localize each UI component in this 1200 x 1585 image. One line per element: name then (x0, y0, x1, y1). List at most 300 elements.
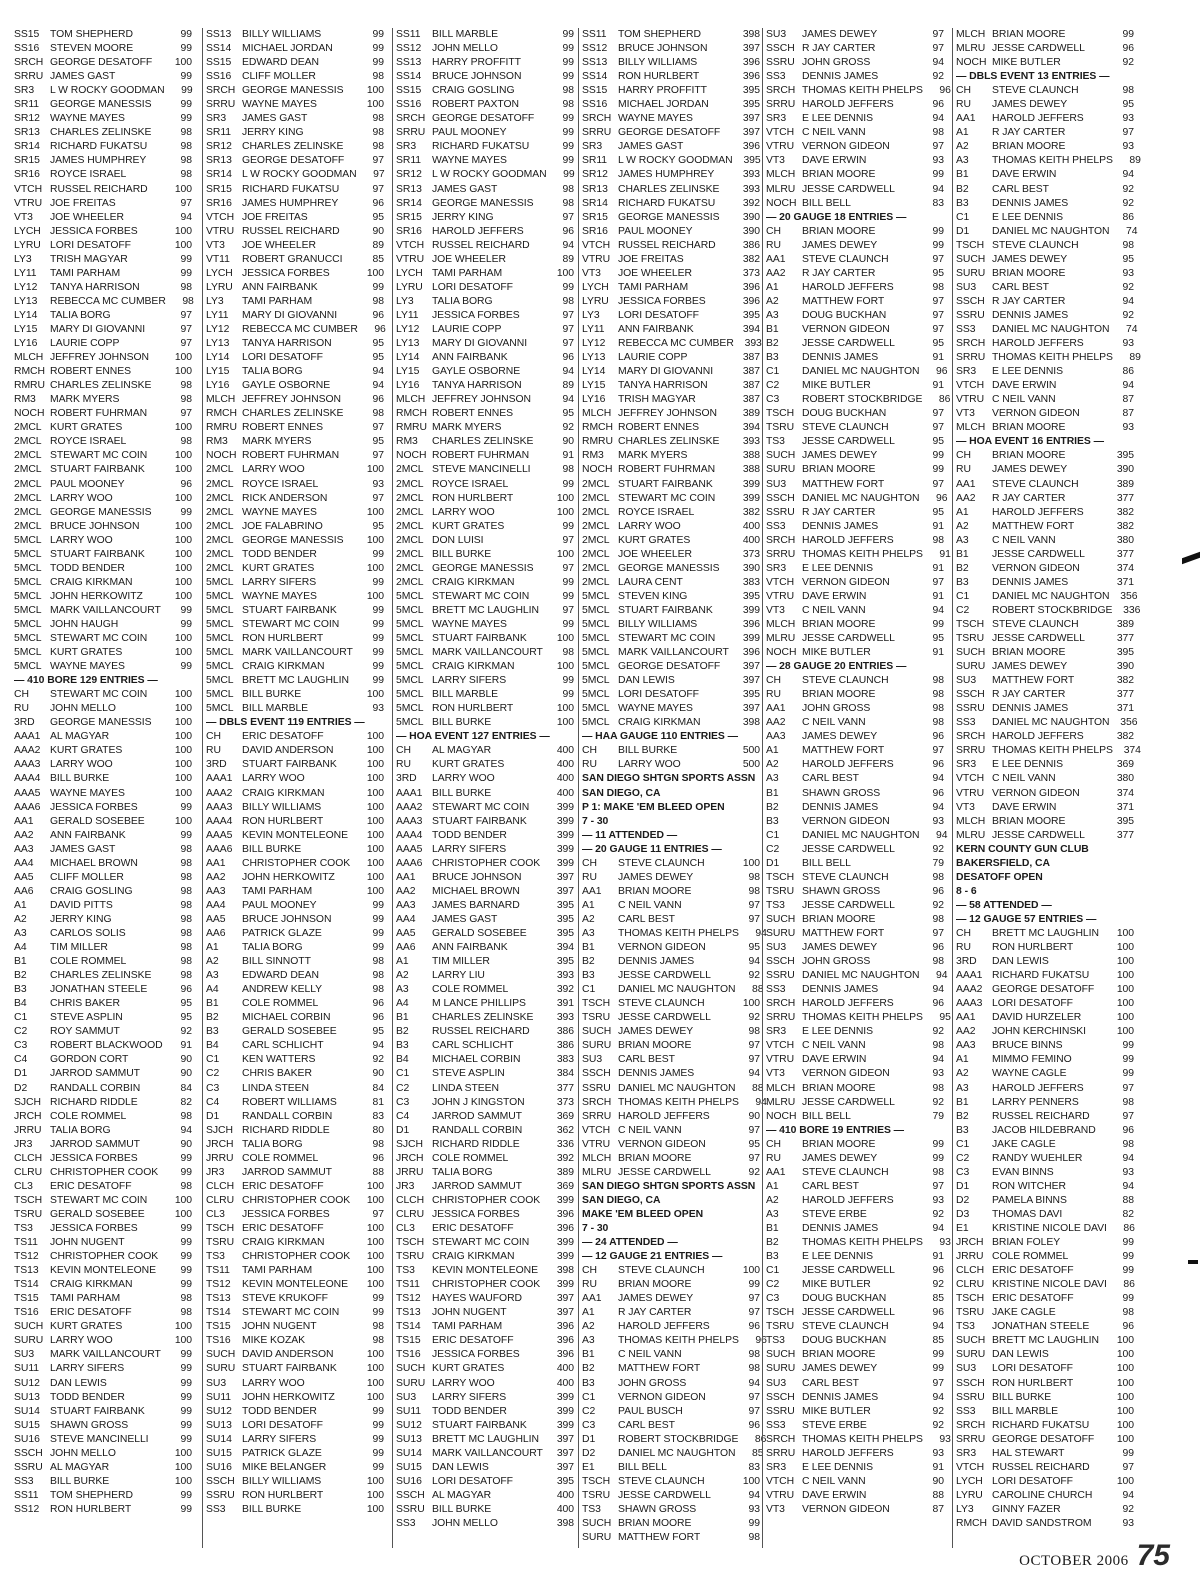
score: 90 (180, 1138, 192, 1150)
result-row (956, 267, 1134, 281)
class-code: MLRU (582, 1166, 612, 1178)
result-row (956, 478, 1134, 492)
result-row (396, 1489, 574, 1503)
shooter-name: DANIEL MC NAUGHTON (618, 1082, 736, 1094)
shooter-name: CARL SCHLICHT (242, 1040, 324, 1052)
shooter-name: JESSICA FORBES (432, 1208, 520, 1220)
class-code: SS3 (956, 1405, 976, 1417)
score: 99 (180, 1489, 192, 1501)
score: 99 (180, 99, 192, 111)
class-code: SS3 (14, 1475, 34, 1487)
class-code: 5MCL (14, 618, 42, 630)
score: 92 (932, 1096, 944, 1108)
shooter-name: JOE FALABRINO (242, 520, 323, 532)
result-row (766, 1334, 944, 1348)
result-row (956, 492, 1134, 506)
class-code: RM3 (396, 436, 418, 448)
score: 88 (372, 1166, 384, 1178)
shooter-name: STEVE KRUKOFF (242, 1293, 328, 1305)
shooter-name: SHAWN GROSS (50, 1419, 129, 1431)
result-row (206, 1082, 384, 1096)
result-row (766, 913, 944, 927)
score: 98 (562, 85, 574, 97)
shooter-name: L W ROCKY GOODMAN (432, 169, 547, 181)
result-row (206, 1264, 384, 1278)
result-row (14, 168, 192, 182)
result-row (396, 253, 574, 267)
class-code: SUCH (766, 450, 796, 462)
result-row (956, 1082, 1134, 1096)
class-code: SURU (206, 1363, 236, 1375)
result-row (396, 1110, 574, 1124)
result-row (206, 309, 384, 323)
shooter-name: REBECCA MC CUMBER (50, 295, 166, 307)
shooter-name: DENNIS JAMES (802, 71, 879, 83)
shooter-name: BRIAN MOORE (802, 689, 876, 701)
shooter-name: BILL BURKE (50, 773, 110, 785)
class-code: RU (956, 942, 971, 954)
result-row (206, 618, 384, 632)
shooter-name: RUSSEL REICHARD (432, 1026, 530, 1038)
result-row (14, 42, 192, 56)
shooter-name: WAYNE MAYES (50, 661, 125, 673)
score: 98 (932, 871, 944, 883)
score: 396 (742, 295, 760, 307)
shooter-name: E LEE DENNIS (802, 1251, 874, 1263)
class-code: VT3 (956, 408, 975, 420)
class-code: SR3 (766, 562, 787, 574)
result-row (396, 1419, 574, 1433)
shooter-name: LARRY WOO (50, 1335, 113, 1347)
score: 394 (742, 422, 760, 434)
score: 97 (932, 141, 944, 153)
class-code: 5MCL (206, 661, 234, 673)
class-code: LY3 (206, 295, 224, 307)
score: 98 (180, 942, 192, 954)
class-code: SSCH (956, 1377, 985, 1389)
class-code: 5MCL (582, 689, 610, 701)
class-code: SS12 (582, 43, 608, 55)
shooter-name: GEORGE MANESSIS (50, 506, 152, 518)
shooter-name: DAVE ERWIN (992, 380, 1057, 392)
score: 389 (1116, 618, 1134, 630)
class-code: 5MCL (206, 604, 234, 616)
result-row (14, 955, 192, 969)
score: 99 (180, 1405, 192, 1417)
class-code: C3 (766, 394, 780, 406)
score: 97 (932, 29, 944, 40)
result-row (14, 632, 192, 646)
result-row (206, 1475, 384, 1489)
result-row (396, 1377, 574, 1391)
result-row (206, 168, 384, 182)
class-code: B2 (582, 956, 595, 968)
shooter-name: KEVIN MONTELEONE (242, 829, 349, 841)
shooter-name: HAROLD JEFFERS (618, 1110, 710, 1122)
result-row (582, 506, 760, 520)
shooter-name: KEVIN MONTELEONE (50, 1265, 157, 1277)
class-code: SSCH (582, 1068, 611, 1080)
score: 99 (372, 29, 384, 40)
score: 396 (556, 1335, 574, 1347)
score: 100 (174, 731, 192, 743)
shooter-name: JOHN HERKOWITZ (242, 871, 335, 883)
shooter-name: TAMI PARHAM (242, 885, 313, 897)
class-code: 5MCL (206, 618, 234, 630)
shooter-name: TOM SHEPHERD (618, 29, 701, 40)
score: 100 (366, 1180, 384, 1192)
shooter-name: JESSE CARDWELL (802, 1265, 895, 1277)
score: 99 (372, 661, 384, 673)
shooter-name: COLE ROMMEL (242, 1152, 319, 1164)
shooter-name: RUSSEL REICHARD (242, 225, 340, 237)
shooter-name: DANIEL MC NAUGHTON (802, 366, 920, 378)
result-row (206, 154, 384, 168)
result-row (766, 1110, 944, 1124)
shooter-name: JESSICA FORBES (50, 801, 138, 813)
class-code: SS15 (582, 85, 608, 97)
score: 100 (366, 759, 384, 771)
score: 99 (932, 1138, 944, 1150)
result-row (956, 1110, 1134, 1124)
class-code: B3 (582, 970, 595, 982)
shooter-name: TRISH MAGYAR (618, 394, 696, 406)
score: 395 (742, 590, 760, 602)
shooter-name: BILL BURKE (50, 1475, 110, 1487)
class-code: B1 (582, 1349, 595, 1361)
shooter-name: HAROLD JEFFERS (992, 113, 1084, 125)
score: 371 (1116, 576, 1134, 588)
score: 397 (742, 675, 760, 687)
score: 81 (372, 1096, 384, 1108)
shooter-name: MIMMO FEMINO (992, 1054, 1072, 1066)
result-row (396, 1278, 574, 1292)
shooter-name: DENNIS JAMES (802, 1222, 879, 1234)
score: 83 (748, 1461, 760, 1473)
shooter-name: HAL STEWART (992, 1447, 1065, 1459)
result-row (766, 1489, 944, 1503)
shooter-name: DENNIS JAMES (992, 576, 1069, 588)
class-code: TS11 (206, 1265, 230, 1277)
score: 97 (562, 309, 574, 321)
class-code: SJCH (14, 1096, 41, 1108)
result-row (582, 1320, 760, 1334)
shooter-name: BILL BURKE (432, 787, 492, 799)
shooter-name: BILL BURKE (432, 1503, 492, 1515)
result-row (582, 211, 760, 225)
shooter-name: JOHN J KINGSTON (432, 1096, 525, 1108)
class-code: TS3 (956, 1321, 975, 1333)
class-code: SR3 (766, 113, 787, 125)
shooter-name: JONATHAN STEELE (992, 1321, 1090, 1333)
result-row (582, 674, 760, 688)
result-row (206, 871, 384, 885)
result-row (766, 955, 944, 969)
result-row (582, 295, 760, 309)
shooter-name: MARK VAILLANCOURT (50, 1349, 161, 1361)
score: 99 (180, 1251, 192, 1263)
result-row (206, 56, 384, 70)
shooter-name: STUART FAIRBANK (242, 759, 337, 771)
shooter-name: BILL BURKE (432, 548, 492, 560)
shooter-name: DENNIS JAMES (618, 1068, 695, 1080)
class-code: TS15 (206, 1321, 231, 1333)
score: 98 (180, 1293, 192, 1305)
class-code: SURU (766, 1363, 796, 1375)
shooter-name: STEVE CLAUNCH (802, 422, 889, 434)
class-code: VTCH (766, 127, 795, 139)
score: 98 (372, 141, 384, 153)
class-code: 5MCL (14, 576, 42, 588)
class-code: VTCH (956, 380, 985, 392)
shooter-name: JOE FREITAS (242, 211, 308, 223)
shooter-name: TODD BENDER (242, 1405, 317, 1417)
result-row (956, 337, 1134, 351)
class-code: TS3 (206, 1251, 225, 1263)
score: 98 (180, 899, 192, 911)
class-code: SR3 (582, 141, 603, 153)
shooter-name: HAROLD JEFFERS (802, 1447, 894, 1459)
result-row (206, 1348, 384, 1362)
result-row (766, 857, 944, 871)
result-row (582, 1138, 760, 1152)
class-code: LY3 (14, 253, 32, 265)
heading-text: DESATOFF OPEN (956, 871, 1043, 883)
class-code: MLRU (766, 633, 796, 645)
class-code: A4 (14, 942, 27, 954)
shooter-name: DENNIS JAMES (992, 309, 1069, 321)
shooter-name: TAMI PARHAM (432, 267, 503, 279)
result-row (396, 660, 574, 674)
score: 79 (932, 857, 944, 869)
score: 92 (1122, 281, 1134, 293)
score: 399 (742, 478, 760, 490)
class-code: TS3 (396, 1265, 415, 1277)
score: 100 (366, 1377, 384, 1389)
result-row (766, 772, 944, 786)
class-code: MLRU (956, 43, 986, 55)
class-code: AA3 (206, 885, 226, 897)
shooter-name: BILLY WILLIAMS (242, 29, 322, 40)
score: 91 (562, 450, 574, 462)
score: 95 (748, 942, 760, 954)
class-code: TSRU (582, 1012, 611, 1024)
shooter-name: JESSICA FORBES (432, 309, 520, 321)
result-row (582, 407, 760, 421)
score: 99 (180, 1363, 192, 1375)
shooter-name: C NEIL VANN (802, 1475, 866, 1487)
class-code: SRCH (206, 85, 236, 97)
result-row (14, 449, 192, 463)
result-row (766, 365, 948, 379)
score: 97 (372, 155, 384, 167)
class-code: SU14 (14, 1405, 40, 1417)
class-code: CH (766, 675, 781, 687)
result-row (582, 1292, 760, 1306)
score: 86 (1122, 366, 1134, 378)
class-code: VT3 (956, 801, 975, 813)
shooter-name: BILL MARBLE (992, 1405, 1059, 1417)
result-row (14, 520, 192, 534)
class-code: C1 (956, 590, 970, 602)
result-row (396, 941, 574, 955)
result-row (14, 815, 192, 829)
score: 97 (932, 422, 944, 434)
result-row (766, 1391, 944, 1405)
shooter-name: KURT GRATES (432, 759, 505, 771)
score: 100 (1116, 1391, 1134, 1403)
shooter-name: C NEIL VANN (802, 127, 866, 139)
heading-text: SAN DIEGO SHTGN SPORTS ASSN (582, 773, 756, 785)
class-code: 5MCL (14, 604, 42, 616)
shooter-name: JARROD SAMMUT (432, 1180, 522, 1192)
result-row (766, 997, 944, 1011)
class-code: TS12 (206, 1279, 231, 1291)
class-code: VTRU (206, 225, 235, 237)
result-row (14, 28, 192, 42)
page-edge-mark (1182, 552, 1200, 565)
class-code: TSCH (396, 1237, 425, 1249)
result-row (396, 1152, 574, 1166)
result-row (766, 674, 944, 688)
score: 396 (742, 647, 760, 659)
score: 382 (1116, 520, 1134, 532)
result-row (582, 337, 760, 351)
class-code: 5MCL (396, 717, 424, 729)
class-code: TS15 (396, 1335, 421, 1347)
class-code: 5MCL (582, 618, 610, 630)
shooter-name: JERRY KING (242, 127, 304, 139)
shooter-name: JESSE CARDWELL (802, 633, 895, 645)
class-code: TS12 (396, 1293, 421, 1305)
shooter-name: BILL BELL (802, 857, 851, 869)
result-row (766, 1236, 951, 1250)
score: 97 (748, 1307, 760, 1319)
score: 94 (932, 113, 944, 125)
shooter-name: SHAWN GROSS (618, 1503, 697, 1515)
score: 94 (1122, 295, 1134, 307)
result-row (14, 1278, 192, 1292)
shooter-name: VERNON GIDEON (618, 1138, 706, 1150)
result-row (206, 955, 384, 969)
shooter-name: WAYNE MAYES (432, 155, 507, 167)
class-code: SR11 (582, 155, 608, 167)
result-row (582, 42, 760, 56)
shooter-name: JESSE CARDWELL (802, 1096, 895, 1108)
score: 88 (1122, 1194, 1134, 1206)
shooter-name: CHARLES ZELINSKE (50, 970, 152, 982)
class-code: SRRU (766, 548, 796, 560)
shooter-name: HAROLD JEFFERS (802, 759, 894, 771)
class-code: VT3 (766, 604, 785, 616)
score: 386 (742, 239, 760, 251)
score: 400 (556, 1363, 574, 1375)
score: 100 (556, 267, 574, 279)
class-code: NOCH (396, 450, 427, 462)
class-code: SRRU (582, 127, 612, 139)
result-row (766, 323, 944, 337)
class-code: VTCH (582, 1124, 611, 1136)
class-code: LY16 (396, 380, 420, 392)
class-code: CH (396, 745, 411, 757)
class-code: TS15 (14, 1293, 39, 1305)
score: 95 (180, 1012, 192, 1024)
score: 98 (180, 857, 192, 869)
result-row (956, 1447, 1134, 1461)
result-row (956, 154, 1141, 168)
score: 400 (556, 1489, 574, 1501)
shooter-name: GEORGE MANESSIS (50, 99, 152, 111)
class-code: 5MCL (396, 647, 424, 659)
score: 79 (932, 1110, 944, 1122)
class-code: SJCH (206, 1124, 233, 1136)
score: 390 (1116, 464, 1134, 476)
class-code: SS11 (396, 29, 421, 40)
score: 399 (556, 1237, 574, 1249)
score: 100 (1116, 1377, 1134, 1389)
result-row (956, 1503, 1134, 1517)
result-row (766, 1292, 944, 1306)
class-code: SRRU (956, 1433, 986, 1445)
class-code: LY14 (206, 352, 230, 364)
result-row (766, 716, 944, 730)
section-heading (956, 435, 1134, 449)
shooter-name: CRAIG KIRKMAN (242, 1237, 325, 1249)
result-row (766, 1405, 944, 1419)
shooter-name: STEVE CLAUNCH (992, 478, 1079, 490)
shooter-name: TALIA BORG (432, 295, 493, 307)
result-row (14, 1208, 192, 1222)
result-row (14, 716, 192, 730)
class-code: SS3 (396, 1517, 416, 1529)
shooter-name: CARL BEST (618, 1054, 675, 1066)
class-code: A1 (206, 942, 219, 954)
score: 86 (754, 1433, 767, 1445)
shooter-name: ROBERT PAXTON (432, 99, 519, 111)
class-code: SR3 (766, 1026, 787, 1038)
class-code: SUCH (582, 1026, 612, 1038)
score: 383 (556, 1054, 574, 1066)
score: 99 (372, 576, 384, 588)
shooter-name: JOE FREITAS (50, 197, 116, 209)
score: 94 (1122, 1152, 1134, 1164)
result-row (582, 576, 760, 590)
shooter-name: DAVE ERWIN (992, 169, 1057, 181)
score: 93 (939, 1237, 951, 1249)
shooter-name: CRAIG KIRKMAN (50, 1279, 133, 1291)
score: 97 (562, 323, 574, 335)
score: 97 (180, 323, 192, 335)
shooter-name: ERIC DESATOFF (242, 1222, 324, 1234)
score: 93 (748, 1503, 760, 1515)
section-heading (582, 801, 760, 815)
class-code: VTCH (14, 183, 43, 195)
class-code: JRCH (14, 1110, 42, 1122)
shooter-name: E LEE DENNIS (802, 1461, 874, 1473)
class-code: CLRU (956, 1279, 985, 1291)
class-code: 2MCL (582, 562, 610, 574)
shooter-name: JOHN HERKOWITZ (242, 1391, 335, 1403)
shooter-name: DANIEL MC NAUGHTON (802, 492, 920, 504)
class-code: SS3 (766, 520, 786, 532)
score: 74 (1125, 323, 1138, 335)
shooter-name: BILL SINNOTT (242, 956, 311, 968)
section-heading (582, 787, 760, 801)
class-code: C3 (396, 1096, 410, 1108)
class-code: SR15 (582, 211, 608, 223)
class-code: AA2 (396, 885, 416, 897)
shooter-name: DENNIS JAMES (802, 801, 879, 813)
